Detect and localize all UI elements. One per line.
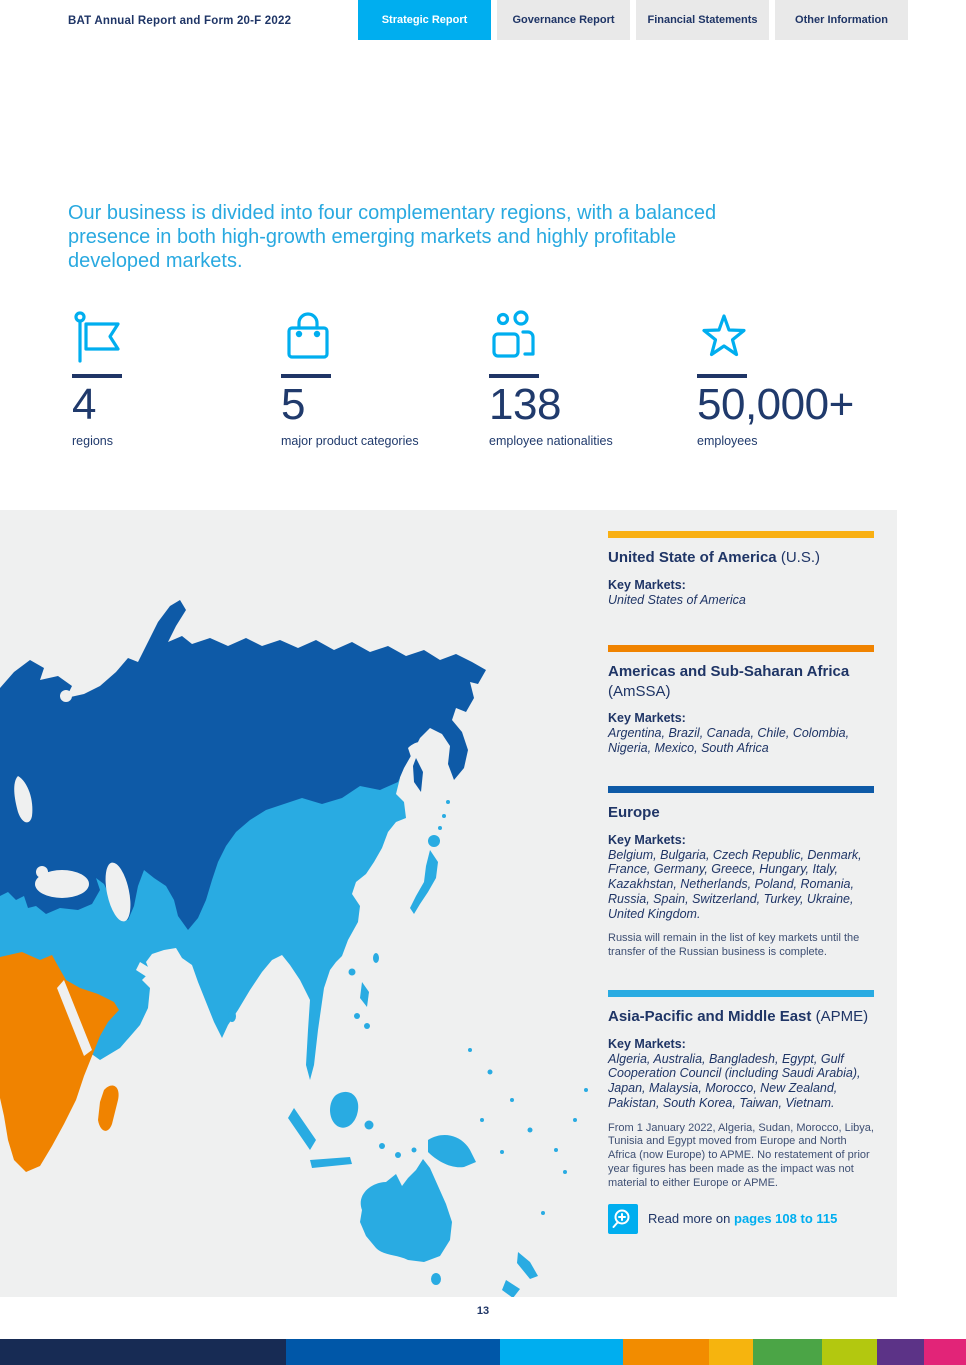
key-markets-list: Belgium, Bulgaria, Czech Republic, Denmark, France, Germany, Greece, Hungary, Italy, Kazakhstan, Netherlands, Poland, Romania, Russia, Spain, Switzerland, Turkey, Ukraine, United Kingdom. [608, 847, 862, 921]
report-title: BAT Annual Report and Form 20-F 2022 [68, 15, 292, 27]
region-title-abbr: (U.S.) [776, 549, 820, 566]
region-panel-us [608, 531, 874, 607]
tab-governance-report[interactable]: Governance Report [497, 0, 630, 40]
color-bar-segment [822, 1339, 877, 1365]
region-panel-amssa [608, 645, 874, 756]
region-title [608, 662, 874, 701]
stat-value: 5 [281, 380, 305, 429]
page-number: 13 [476, 1305, 490, 1317]
read-more-text [648, 1211, 837, 1226]
stat-product-categories [281, 308, 481, 448]
stat-label: employees [697, 434, 758, 449]
tab-financial-statements[interactable]: Financial Statements [636, 0, 769, 40]
read-more-prefix: Read more on [648, 1211, 734, 1227]
stat-label: employee nationalities [489, 434, 613, 449]
shopping-bag-icon [281, 308, 481, 364]
star-icon [697, 308, 897, 364]
color-bar-segment [623, 1339, 709, 1365]
stat-rule [72, 374, 122, 378]
region-panel-europe [608, 786, 874, 960]
stat-employees [697, 308, 897, 448]
region-title-abbr: (AmSSA) [608, 682, 671, 700]
key-markets-list: Argentina, Brazil, Canada, Chile, Colombia, Nigeria, Mexico, South Africa [608, 726, 850, 755]
region-title [608, 803, 874, 823]
intro-paragraph: Our business is divided into four complementary regions, with a balanced presence in both high-growth emerging markets and highly profitable developed markets. [68, 202, 717, 272]
key-markets-label: Key Markets: [608, 832, 686, 847]
brand-color-bar [0, 1339, 966, 1365]
key-markets-list: Algeria, Australia, Bangladesh, Egypt, Gulf Cooperation Council (including Saudi Arabia), Japan, Malaysia, Morocco, New Zealand, Pakistan, South Korea, Taiwan, Vietnam. [608, 1051, 861, 1110]
key-markets-label: Key Markets: [608, 1036, 686, 1051]
regions-section [0, 510, 897, 1297]
region-title-abbr: (APME) [811, 1008, 869, 1025]
color-bar-segment [709, 1339, 753, 1365]
stat-regions [72, 308, 272, 448]
accent-bar [608, 990, 874, 997]
stat-value: 138 [489, 380, 561, 429]
stat-rule [281, 374, 331, 378]
stat-rule [697, 374, 747, 378]
region-title-name: Europe [608, 804, 660, 821]
key-markets-label: Key Markets: [608, 711, 686, 725]
stat-label: major product categories [281, 434, 419, 449]
world-regions-map [0, 510, 600, 1297]
region-panel-apme [608, 990, 874, 1234]
color-bar-segment [286, 1339, 500, 1365]
read-more-row [608, 1204, 874, 1234]
region-note: From 1 January 2022, Algeria, Sudan, Morocco, Libya, Tunisia and Egypt moved from Europe and North Africa (now Europe) to APME. No restatement of prior year figures has been made as the impact was not material to either Europe or APME. [608, 1121, 874, 1189]
tab-strategic-report[interactable]: Strategic Report [358, 0, 491, 40]
color-bar-segment [500, 1339, 623, 1365]
flag-icon [72, 308, 272, 364]
zoom-in-icon[interactable] [608, 1204, 638, 1234]
region-title [608, 548, 874, 568]
people-icon [489, 308, 689, 364]
color-bar-segment [753, 1339, 822, 1365]
color-bar-segment [924, 1339, 966, 1365]
key-markets-label: Key Markets: [608, 577, 686, 592]
color-bar-segment [0, 1339, 286, 1365]
tab-other-information[interactable]: Other Information [775, 0, 908, 40]
color-bar-segment [877, 1339, 924, 1365]
accent-bar [608, 645, 874, 652]
stat-label: regions [72, 434, 113, 449]
stat-value: 50,000+ [697, 380, 854, 429]
region-title [608, 1007, 874, 1027]
stat-rule [489, 374, 539, 378]
section-tabs [358, 0, 908, 40]
region-title-name: Asia-Pacific and Middle East [608, 1008, 812, 1025]
region-title-name: United State of America [608, 549, 777, 566]
stat-value: 4 [72, 380, 96, 429]
region-title-name: Americas and Sub-Saharan Africa [608, 663, 850, 680]
accent-bar [608, 786, 874, 793]
region-note: Russia will remain in the list of key markets until the transfer of the Russian business is complete. [608, 932, 860, 959]
accent-bar [608, 531, 874, 538]
stat-nationalities [489, 308, 689, 448]
read-more-link[interactable]: pages 108 to 115 [734, 1211, 838, 1227]
key-markets-list: United States of America [608, 592, 746, 607]
